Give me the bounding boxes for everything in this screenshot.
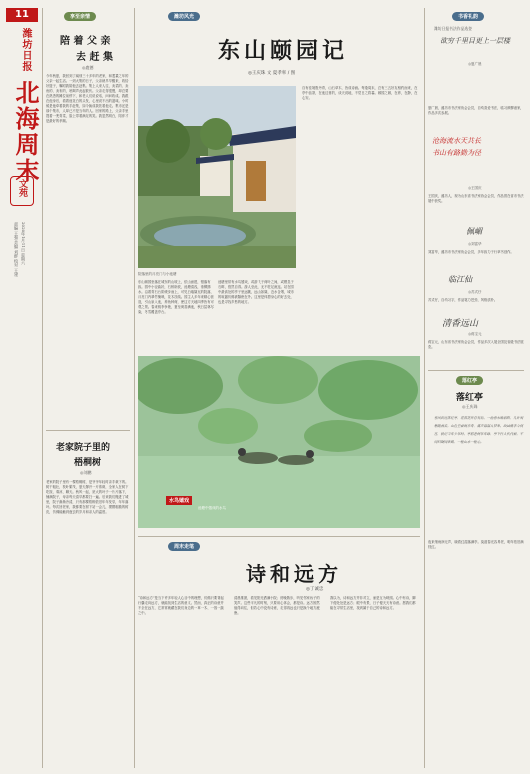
essay1-title-line1: 陪 着 父 亲 (60, 36, 111, 47)
article2-body-b: 清晨推窗，看见阳光洒满小院；傍晚散步，听见邻家孩子的笑声。这些平凡的时刻，只要用心体会，都是诗。远方固然值得向往，但若心中没有诗意，走得再远也只是换个地方疲惫。 (234, 596, 320, 615)
courtyard-photo (138, 86, 296, 268)
photo2-caption: 池塘中嬉戏的水鸟 (198, 506, 226, 510)
article2-title: 诗和远方 (246, 562, 342, 586)
calligraphy-caption-4: ◎苏式仔 (468, 290, 482, 294)
essay2-author: ◎刘鹏 (80, 470, 92, 475)
right-subtitle: 潍坊日报书法作品选登 (434, 26, 472, 31)
calligraphy-text-5: 蒋宝元，山东省书法家协会会员，作品多次入展全国及省级书法展览。 (428, 340, 524, 349)
section-tag-books: 书香礼韵 (452, 12, 484, 21)
essay2-title-line1: 老家院子里的 (56, 443, 111, 453)
essay2-title-line2: 梧桐树 (74, 458, 102, 468)
poem-author: ◎王庆珠 (462, 404, 478, 409)
left-column (46, 10, 130, 768)
center-divider (138, 536, 420, 537)
essay2-body: 老家的院子里有一棵梧桐树，是爷爷年轻时亲手栽下的。树干粗壮，枝叶繁茂，夏天撑开一片浓荫，全家人在树下吃饭、乘凉、聊天。秋风一起，宽大的叶子一片片落下，铺满院子，母亲每天清早都要扫一遍。后来我们搬进了城里，院子渐渐冷清，只有那棵梧桐依旧年年发芽，年年落叶。每次回老家，我都要在树下站一会儿，摸摸粗糙的树皮，仿佛能触到逝去的岁月和亲人的温度。 (46, 480, 129, 514)
left-essay-divider (46, 430, 130, 431)
calligraphy-3: 书山有路勤为径 (432, 149, 481, 157)
calligraphy-caption-1: ◎夏广晨 (468, 62, 482, 66)
article1-title: 东山颐园记 (218, 38, 349, 64)
right-column (428, 10, 524, 768)
article1-body-b: 池塘里常有水鸟嬉戏，或游弋于荷叶之间，或栖息于石畔，悠然自得。游人至此，无不驻足流连。站在园中最高处的亭子里远眺，远山如黛，近水含烟，城市的喧嚣仿佛被隔绝在外。这里是休憩身心的好去处，也是寻找乡愁的地方。 (218, 280, 294, 304)
calligraphy-text-4: 苏式仔，自幼习字，作品笔力苍劲，风格质朴。 (428, 298, 498, 302)
article1-byline: ◎王庆珠 文 夏孝率 / 图 (248, 71, 296, 76)
right-divider (424, 8, 425, 768)
poem-body-2: 夜来细雨润无声，晓看红湿落满亭。莫道春光容易老，明年依旧满枝红。 (428, 540, 524, 549)
calligraphy-text-1: 夏广晨，潍坊市书法家协会会员，自幼喜爱书法，临习颜柳诸家，作品多次参展。 (428, 106, 524, 115)
masthead-divider (42, 8, 43, 768)
calligraphy-4: 佩嵋 (466, 227, 482, 236)
section-tag-weekend: 周末走笔 (168, 542, 200, 551)
essay1-body: 今年秋夏，我回到了阔别三十多年的老家，和耄耋之年的父亲一起生活。一到大集的日子，父亲就早早醒来，收拾好篮子，嘱咐我陪他去赶集。集上人来人往，卖菜的、卖鱼的、卖布的，吆喝声此起彼伏。父亲走得很慢，却总要在熟悉的摊位前停下，和老人们说说话，问问收成。我跟在他身后，看着他花白的头发，心里说不出的滋味。小时候是他牵着我的手赶集，如今换成我扶着他走。集市还是那个集市，人却已不是当年的人。回家的路上，父亲手里提着一兜青菜，脸上带着满足的笑。我忽然明白，陪伴才是最好的孝顺。 (46, 74, 129, 123)
calligraphy-caption-3: ◎刘富华 (468, 242, 482, 246)
center-column (138, 10, 420, 768)
section-badge (10, 176, 34, 206)
photo2-label: 水鸟嬉戏 (166, 496, 192, 505)
photo1-caption: 院落里的月亮门与小池塘 (138, 272, 177, 276)
calligraphy-text-3: 刘富华，潍坊市书法家协会会员，多年致力于行草书创作。 (428, 250, 514, 254)
masthead (6, 8, 38, 768)
essay1-author: ◎鹿德 (82, 65, 94, 70)
calligraphy-6: 清香远山 (442, 319, 479, 329)
calligraphy-1: 欲穷千里目更上一层楼 (440, 37, 510, 45)
section-tag-family: 享至亲情 (64, 12, 96, 21)
calligraphy-caption-5: ◎蒋宝元 (468, 332, 482, 336)
article1-body-a: 东山颐园坐落在城东的山坡上，依山而建，错落有致。园中小径曲折，石桥卧波，池塘清浅，垂柳拂水。沿着青石台阶缓步而上，可见白墙黛瓦的院落，月亮门内翠竹掩映，花木扶疏。园主人多年来精心营造，引山泉入池，养鱼种荷，使这方天地四季皆有可观之景。春来桃李争艳，夏至荷香满池，秋日层林尽染，冬雪覆盖亭台。 (138, 280, 214, 314)
editor-line: 责编 王强 美编 刘群 校对 王建 (14, 222, 19, 277)
date-line: 2020年1月11日 星期六 (21, 222, 26, 266)
poem-body: 春风吹过落红亭，花落花开总有情。一池春水映斜阳，几许闲愁随燕去。山色空蒙雨亦奇，溪声潺潺入梦来。故园桃李今何在，犹记当年少年时。亭前老树年年绿，亭下行人代代新。不问归期问来路，一程山水一程心。 (434, 416, 524, 444)
calligraphy-2: 沧海流水天共长 (432, 137, 481, 145)
section-name: 文苑 (17, 179, 27, 197)
calligraphy-caption-2: ◎王国庆 (468, 186, 482, 190)
article2-byline: ◎丁诚忠 (306, 587, 324, 592)
section-tag-scenery: 潍坊风光 (168, 12, 200, 21)
courtyard-illustration (138, 86, 296, 268)
calligraphy-text-2: 王国庆，潍坊人，现为山东省书法家协会会员，作品曾在省市书法展中获奖。 (428, 194, 524, 203)
article1-body-right: 自有佳境胜丹青，山石草木，皆成诗画。每逢周末，总有三五好友相约而来，在亭中品茶，在池边垂钓，谈天说地，不觉日之将暮。颐园之颐，在养，在静，在心安。 (302, 86, 418, 100)
left-divider (134, 8, 135, 768)
article2-body-c: 我以为，诗和远方并非对立，而是互为映照。心中有诗，脚下便处处是远方；眼中有景，日子便天天有诗意。愿我们都能在寻常生活里，找到属于自己的诗和远方。 (330, 596, 416, 610)
article2-body-a: “诗和远方”是当下许多年轻人心目中的理想，仿佛只要背起行囊走向远方，就能找到生活的意义。然而，真正的诗意并不全在远方，它常常就藏在我们身边的一草一木、一饭一蔬之中。 (138, 596, 224, 615)
right-poem-divider (428, 370, 524, 371)
calligraphy-5: 临江仙 (448, 275, 472, 284)
page-number: 11 (6, 8, 38, 22)
poem-title: 落红亭 (456, 393, 484, 403)
paper-name: 潍坊日报 (20, 28, 31, 72)
edition-name: 北海周末 (11, 80, 40, 184)
essay1-title-line2: 去 赶 集 (76, 52, 113, 63)
section-tag-pavilion: 落红亭 (456, 376, 483, 385)
